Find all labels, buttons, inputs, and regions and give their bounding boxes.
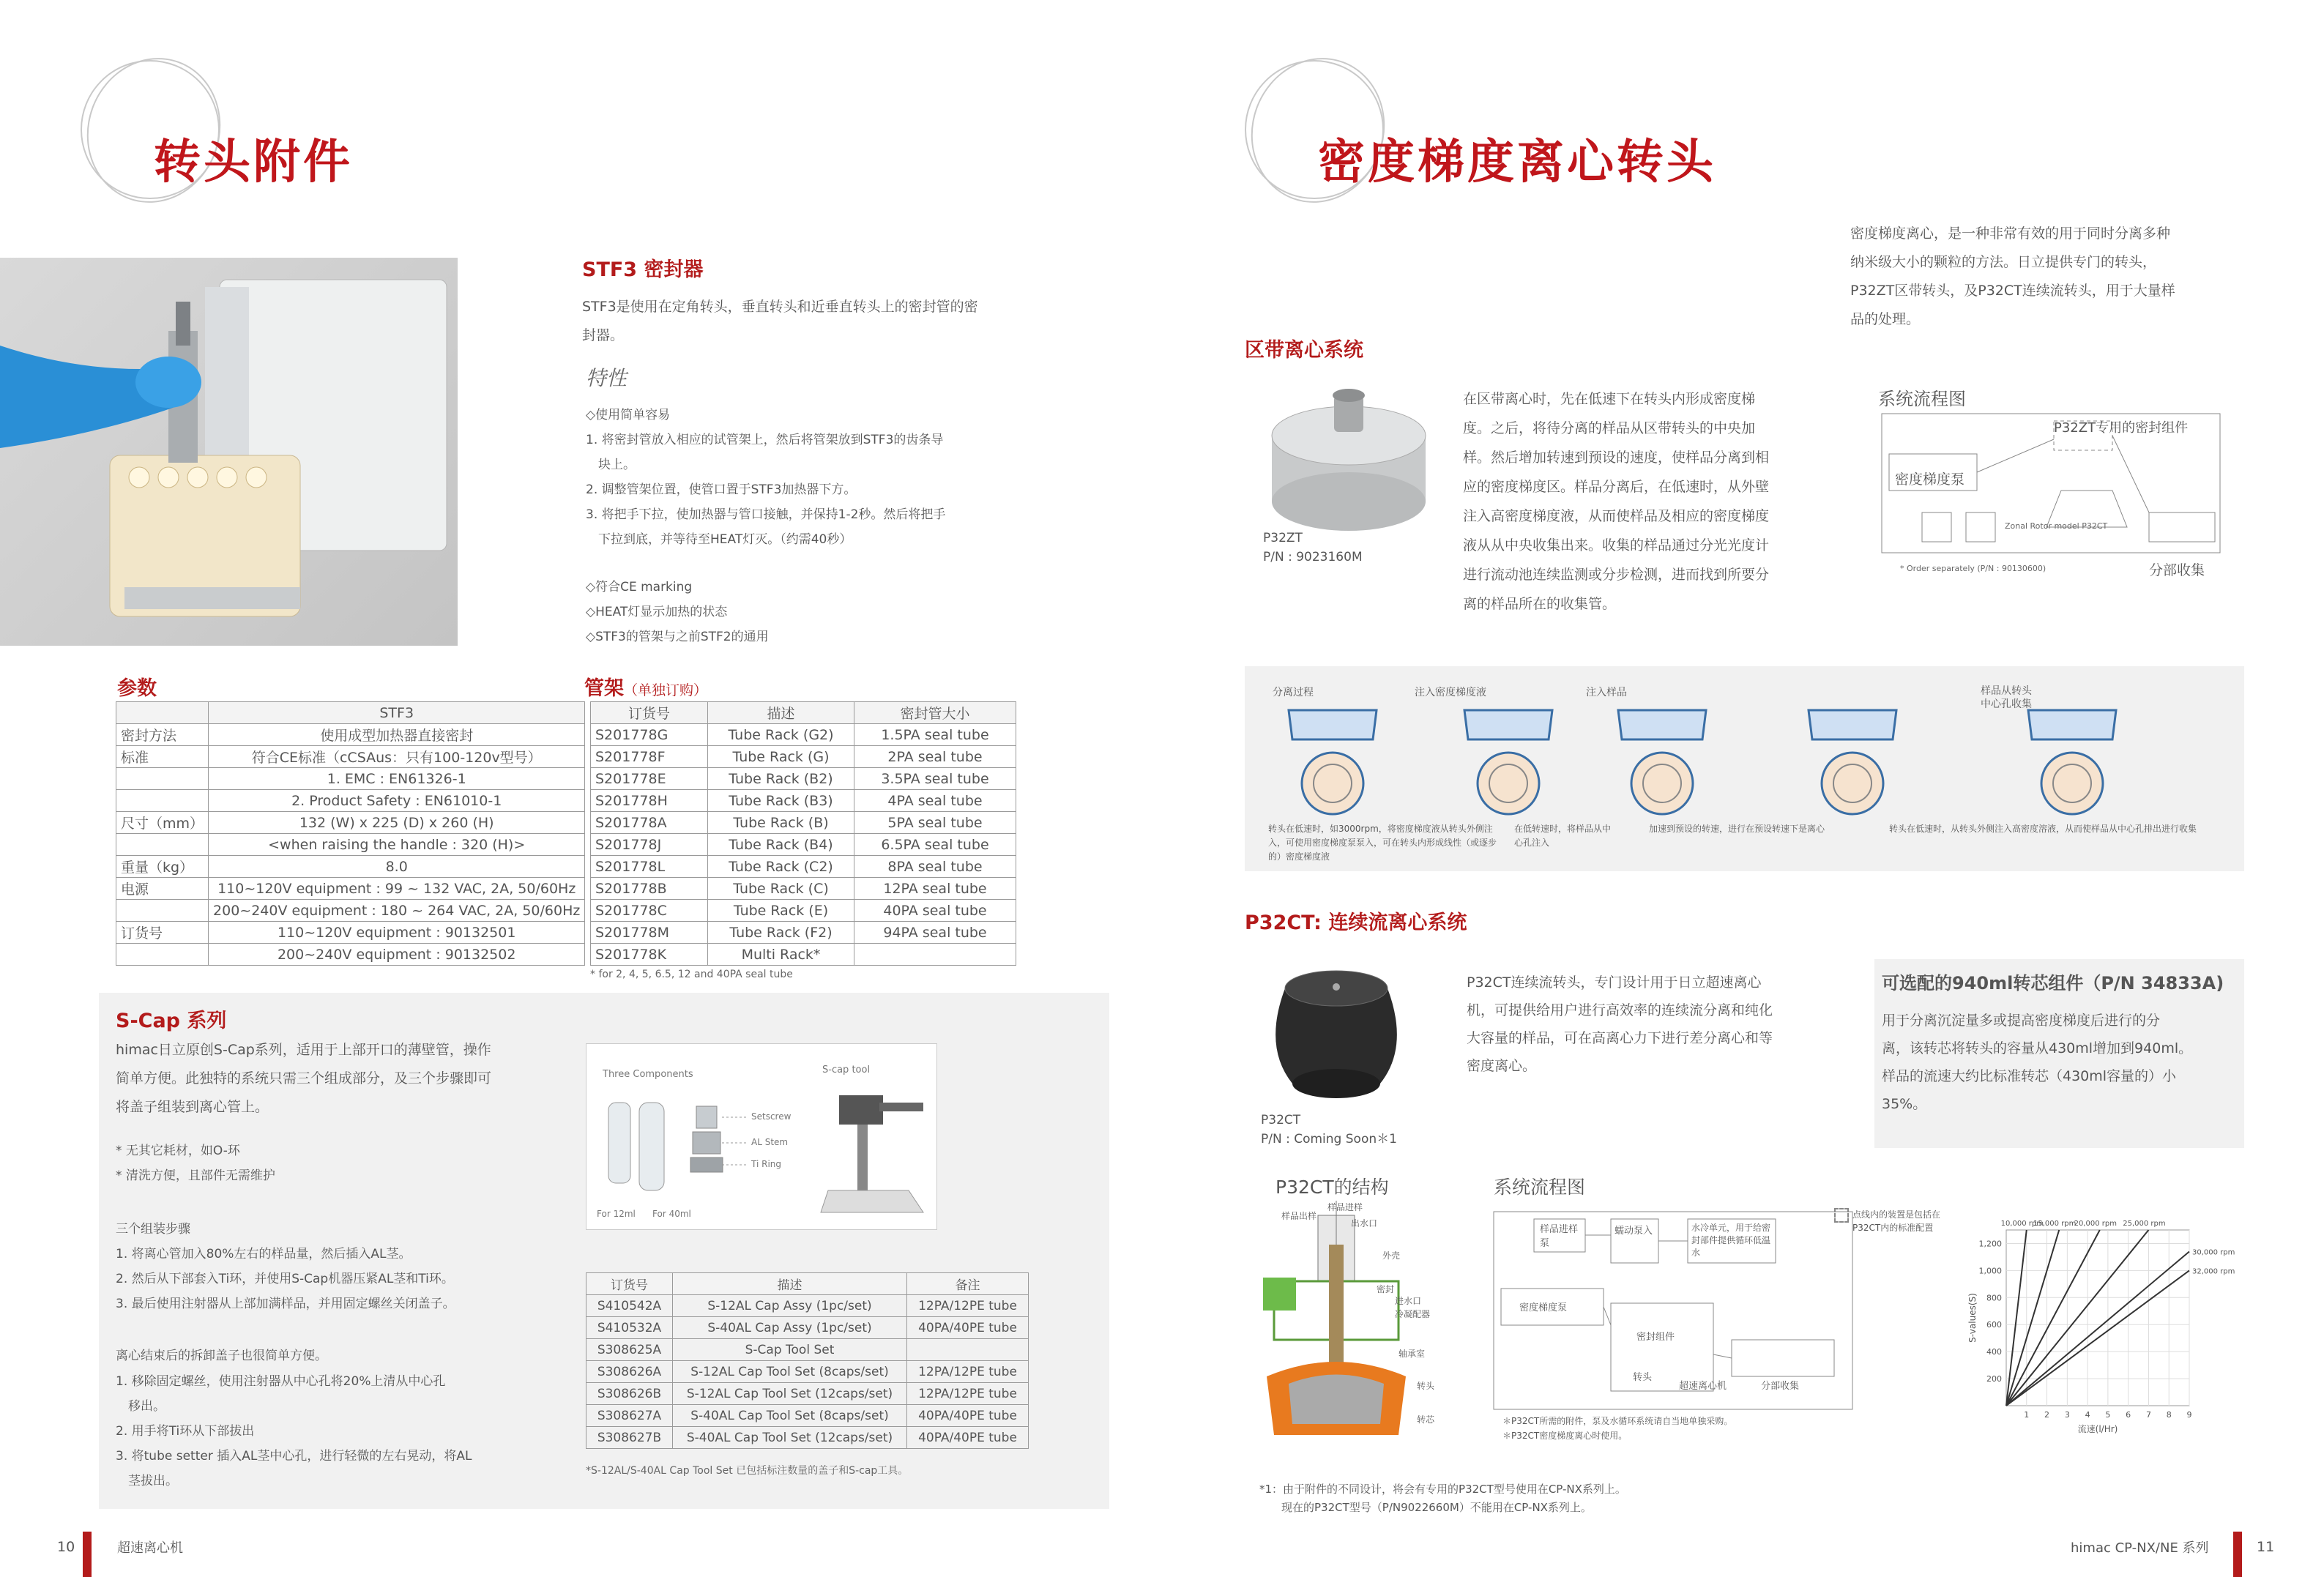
table-cell: Multi Rack* <box>708 944 854 966</box>
text-line: P32ZT区带转头，及P32CT连续流转头，用于大量样 <box>1850 283 2175 299</box>
table-cell: 40PA/40PE tube <box>907 1405 1029 1427</box>
flow-label: 样品进样泵 <box>1540 1224 1579 1249</box>
table-row <box>116 878 585 900</box>
scap-figure <box>586 1043 937 1230</box>
x-tick-label: 3 <box>2064 1410 2070 1420</box>
text-line: 纳米级大小的颗粒的方法。日立提供专门的转头， <box>1850 254 2157 270</box>
text-line: 将盖子组装到离心管上。 <box>116 1099 269 1115</box>
table-cell: S-40AL Cap Tool Set (8caps/set) <box>673 1405 907 1427</box>
rotor-top-icon <box>1478 753 1539 814</box>
table-row <box>591 834 1016 856</box>
table-cell: 符合CE标准（cCSAus：只有100-120v型号） <box>209 746 585 768</box>
text-line: 2. 调整管架位置，使管口置于STF3加热器下方。 <box>586 482 857 497</box>
series-line <box>2006 1230 2148 1406</box>
scap-remove <box>116 1369 472 1494</box>
rotor-side-icon <box>1464 710 1552 739</box>
text-line: 液从从中央收集出来。收集的样品通过分光光度计 <box>1463 537 1770 553</box>
p32ct-name: P32CT <box>1261 1113 1301 1127</box>
table-cell: Tube Rack (B3) <box>708 790 854 812</box>
table-row <box>586 1383 1029 1405</box>
table-cell: 40PA seal tube <box>854 900 1016 922</box>
text-line: 封器。 <box>582 327 625 343</box>
table-row <box>591 790 1016 812</box>
text-line: 进行流动池连续监测或分步检测，进而找到所要分 <box>1463 567 1770 583</box>
flow-label: 水冷单元，用于给密封部件提供循环低温水 <box>1691 1223 1771 1258</box>
rotor-top-icon <box>2041 753 2103 814</box>
text-line: * 无其它耗材，如O-环 <box>116 1144 240 1158</box>
table-cell: 电源 <box>116 878 209 900</box>
table-cell: S308626A <box>586 1361 673 1383</box>
table-row <box>591 878 1016 900</box>
right-intro <box>1850 220 2260 334</box>
text-line: 1. 将密封管放入相应的试管架上，然后将管架放到STF3的齿条导 <box>586 433 944 447</box>
p32ct-flow-heading: 系统流程图 <box>1494 1177 1586 1198</box>
racks-table <box>590 701 1016 966</box>
p32ct-footnote <box>1259 1480 1626 1517</box>
table-cell: 尺寸（mm） <box>116 812 209 834</box>
table-cell: 12PA seal tube <box>854 878 1016 900</box>
process-label: 注入密度梯度液 <box>1415 687 1486 698</box>
struct-label: 样品进样 <box>1327 1202 1363 1212</box>
zonal-text <box>1463 384 1844 619</box>
table-row <box>116 746 585 768</box>
fig-three-label: Three Components <box>603 1069 693 1080</box>
params-col: STF3 <box>209 702 585 724</box>
flow-label: 分部收集 <box>1761 1381 1800 1392</box>
table-cell: 8.0 <box>209 856 585 878</box>
p32zt-rotor-image <box>1261 381 1437 538</box>
scap-remove-heading: 离心结束后的拆卸盖子也很简单方便。 <box>116 1349 327 1363</box>
text-line: ◇符合CE marking <box>586 580 693 594</box>
racks-sub: （单独订购） <box>624 682 708 698</box>
series-line <box>2006 1230 2059 1406</box>
struct-heading: P32CT的结构 <box>1275 1177 1389 1198</box>
table-cell: 3.5PA seal tube <box>854 768 1016 790</box>
footnote-line: 现在的P32CT型号（P/N9022660M）不能用在CP-NX系列上。 <box>1259 1501 1592 1514</box>
plot-area <box>2006 1230 2189 1406</box>
text-line: 3. 最后使用注射器从上部加满样品，并用固定螺丝关闭盖子。 <box>116 1297 455 1311</box>
features-heading: 特性 <box>586 366 627 390</box>
rotor-side-icon <box>1289 710 1377 739</box>
s-value-chart <box>1962 1201 2241 1435</box>
x-tick-label: 7 <box>2145 1410 2151 1420</box>
racks-heading <box>584 672 707 701</box>
table-row <box>586 1427 1029 1449</box>
p32ct-rotor-image <box>1263 966 1409 1113</box>
table-cell: 40PA/40PE tube <box>907 1317 1029 1339</box>
p32ct-flow-labels <box>1490 1208 1856 1413</box>
struct-label: 外壳 <box>1382 1250 1401 1261</box>
table-cell: S308627A <box>586 1405 673 1427</box>
flow-legend-box <box>1834 1208 1849 1223</box>
table-cell: S201778B <box>591 878 708 900</box>
process-label: 样品从转头 中心孔收集 <box>1981 685 2032 710</box>
table-cell: Tube Rack (G2) <box>708 724 854 746</box>
y-tick-label: 800 <box>1986 1293 2002 1303</box>
text-line: 块上。 <box>586 458 636 472</box>
table-cell: 200~240V equipment : 180 ~ 264 VAC, 2A, 50/60Hz <box>209 900 585 922</box>
table-cell: 重量（kg） <box>116 856 209 878</box>
p32zt-name: P32ZT <box>1263 531 1303 545</box>
struct-label: 进水口 <box>1395 1296 1422 1306</box>
zonal-flow-fraction: 分部收集 <box>2149 562 2205 578</box>
racks-header: 描述 <box>708 702 854 724</box>
text-line: 密度离心。 <box>1467 1058 1537 1074</box>
params-col-empty <box>116 702 209 724</box>
text-line: 3. 将把手下拉，使加热器与管口接触，并保持1-2秒。然后将把手 <box>586 507 946 522</box>
table-cell: 6.5PA seal tube <box>854 834 1016 856</box>
scap-header: 描述 <box>673 1273 907 1295</box>
x-axis-label: 流速(l/Hr) <box>2077 1424 2118 1434</box>
footer-bar-left <box>83 1532 92 1577</box>
table-cell: 4PA seal tube <box>854 790 1016 812</box>
table-cell: 密封方法 <box>116 724 209 746</box>
table-row <box>116 812 585 834</box>
text-line: 1. 将离心管加入80%左右的样品量，然后插入AL茎。 <box>116 1247 411 1261</box>
zonal-flow-gradient: 密度梯度泵 <box>1895 471 1965 488</box>
p32ct-pn: P/N : Coming Soon＊1 <box>1261 1132 1397 1147</box>
table-cell: S410532A <box>586 1317 673 1339</box>
flow-legend: 点线内的装置是包括在P32CT内的标准配置 <box>1852 1209 1941 1233</box>
table-row <box>586 1405 1029 1427</box>
struct-label: 转头 <box>1417 1381 1435 1391</box>
table-cell: S-40AL Cap Assy (1pc/set) <box>673 1317 907 1339</box>
racks-header: 订货号 <box>591 702 708 724</box>
text-line: STF3是使用在定角转头，垂直转头和近垂直转头上的密封管的密 <box>582 299 978 315</box>
table-row <box>116 856 585 878</box>
zonal-flow-rotor: Zonal Rotor model P32CT <box>2005 521 2108 531</box>
table-cell: 2. Product Safety : EN61010-1 <box>209 790 585 812</box>
table-cell <box>116 768 209 790</box>
table-cell: S201778E <box>591 768 708 790</box>
table-cell: S201778L <box>591 856 708 878</box>
rotor-top-icon <box>1302 753 1363 814</box>
table-cell: 1.5PA seal tube <box>854 724 1016 746</box>
fig-tool-label: S-cap tool <box>822 1065 871 1075</box>
table-cell <box>116 790 209 812</box>
table-cell: S308627B <box>586 1427 673 1449</box>
scap-header: 订货号 <box>586 1273 673 1295</box>
y-tick-label: 200 <box>1986 1374 2002 1384</box>
optional-rotor-text <box>1882 1007 2241 1118</box>
table-row <box>591 944 1016 966</box>
p32ct-heading: P32CT: 连续流离心系统 <box>1245 911 1467 934</box>
table-row <box>116 922 585 944</box>
struct-labels <box>1278 1201 1446 1450</box>
table-cell: S201778F <box>591 746 708 768</box>
table-row <box>116 790 585 812</box>
x-tick-label: 5 <box>2105 1410 2111 1420</box>
text-line: ◇STF3的管架与之前STF2的通用 <box>586 630 769 644</box>
scap-header: 备注 <box>907 1273 1029 1295</box>
process-label: 分离过程 <box>1273 687 1314 698</box>
table-cell: Tube Rack (G) <box>708 746 854 768</box>
scap-steps-heading: 三个组装步骤 <box>116 1222 190 1237</box>
text-line: 茎拔出。 <box>116 1474 178 1488</box>
y-tick-label: 1,000 <box>1978 1266 2002 1276</box>
series-label: 30,000 rpm <box>2192 1248 2235 1257</box>
p32ct-text <box>1467 969 1847 1080</box>
table-cell: S201778H <box>591 790 708 812</box>
zonal-heading: 区带离心系统 <box>1245 339 1363 362</box>
table-row <box>586 1317 1029 1339</box>
text-line: 用于分离沉淀量多或提高密度梯度后进行的分 <box>1882 1013 2161 1029</box>
table-row <box>116 900 585 922</box>
table-cell: 8PA seal tube <box>854 856 1016 878</box>
table-row <box>116 768 585 790</box>
table-cell <box>854 944 1016 966</box>
text-line: 在区带离心时，先在低速下在转头内形成密度梯 <box>1463 391 1756 407</box>
scap-heading: S-Cap 系列 <box>116 1010 227 1032</box>
scap-table-note: *S-12AL/S-40AL Cap Tool Set 已包括标注数量的盖子和S-cap工具。 <box>586 1465 909 1477</box>
racks-title: 管架 <box>584 677 624 700</box>
text-line: 离，该转芯将转头的容量从430ml增加到940ml。 <box>1882 1040 2193 1056</box>
struct-label: 密封 <box>1377 1284 1395 1294</box>
footer-text-right: himac CP-NX/NE 系列 <box>2071 1540 2209 1556</box>
table-cell: 2PA seal tube <box>854 746 1016 768</box>
scap-steps <box>116 1242 455 1316</box>
y-tick-label: 400 <box>1986 1347 2002 1357</box>
flow-label: 密封组件 <box>1636 1332 1675 1343</box>
table-cell: S201778C <box>591 900 708 922</box>
text-line: 应的密度梯度区。样品分离后，在低速时，从外壁 <box>1463 479 1770 495</box>
x-tick-label: 4 <box>2085 1410 2090 1420</box>
table-cell: 使用成型加热器直接密封 <box>209 724 585 746</box>
table-cell: 110~120V equipment : 90132501 <box>209 922 585 944</box>
y-tick-label: 600 <box>1986 1320 2002 1330</box>
process-caption: 在低转速时，将样品从中心孔注入 <box>1514 824 1612 848</box>
page-title-right: 密度梯度离心转头 <box>1318 135 1716 190</box>
zonal-flow-order: * Order separately (P/N : 90130600) <box>1900 564 2046 573</box>
text-line: 样品的流速大约比标准转芯（430ml容量的）小 <box>1882 1068 2177 1084</box>
table-cell: S-12AL Cap Assy (1pc/set) <box>673 1295 907 1317</box>
page-number-right: 11 <box>2257 1539 2275 1555</box>
text-line: 35%。 <box>1882 1096 1927 1112</box>
table-row <box>116 724 585 746</box>
text-line: 机，可提供给用户进行高效率的连续流分离和纯化 <box>1467 1002 1773 1018</box>
table-cell: 5PA seal tube <box>854 812 1016 834</box>
flow-note: ＊P32CT密度梯度离心时使用。 <box>1502 1431 1628 1441</box>
table-row <box>591 900 1016 922</box>
scap-bullets <box>116 1138 275 1188</box>
series-line <box>2006 1230 2100 1406</box>
y-tick-label: 1,200 <box>1978 1239 2002 1249</box>
text-line: * 清洗方便，且部件无需维护 <box>116 1168 275 1183</box>
text-line: 简单方便。此独特的系统只需三个组成部分，及三个步骤即可 <box>116 1070 492 1086</box>
table-cell <box>116 900 209 922</box>
zonal-flow-heading: 系统流程图 <box>1878 389 1966 409</box>
params-table <box>116 701 585 966</box>
fig-alstem: AL Stem <box>751 1137 789 1147</box>
table-cell: <when raising the handle : 320 (H)> <box>209 834 585 856</box>
table-row <box>586 1295 1029 1317</box>
table-cell: Tube Rack (C) <box>708 878 854 900</box>
params-heading: 参数 <box>117 677 157 700</box>
table-row <box>591 812 1016 834</box>
features-list <box>586 403 1069 552</box>
table-row <box>586 1339 1029 1361</box>
table-cell: 132 (W) x 225 (D) x 260 (H) <box>209 812 585 834</box>
footnote-line: *1：由于附件的不同设计，将会有专用的P32CT型号使用在CP-NX系列上。 <box>1259 1483 1626 1496</box>
flow-label: 转头 <box>1633 1372 1653 1383</box>
features-list-2 <box>586 575 1069 649</box>
scap-table <box>586 1272 1029 1449</box>
table-cell <box>116 834 209 856</box>
table-cell: S-12AL Cap Tool Set (8caps/set) <box>673 1361 907 1383</box>
table-cell: 12PA/12PE tube <box>907 1295 1029 1317</box>
table-cell: 40PA/40PE tube <box>907 1427 1029 1449</box>
table-cell: 110~120V equipment : 99 ~ 132 VAC, 2A, 50/60Hz <box>209 878 585 900</box>
flow-label: 超速离心机 <box>1679 1381 1727 1392</box>
text-line: himac日立原创S-Cap系列，适用于上部开口的薄壁管，操作 <box>116 1042 491 1058</box>
struct-label: 冷凝配器 <box>1395 1309 1431 1319</box>
table-cell: Tube Rack (C2) <box>708 856 854 878</box>
fig-tiring: Ti Ring <box>751 1159 782 1169</box>
table-cell: S308626B <box>586 1383 673 1405</box>
rotor-side-icon <box>1809 710 1896 739</box>
series-label: 20,000 rpm <box>2074 1220 2117 1228</box>
process-caption: 转头在低速时，如3000rpm，将密度梯度液从转头外侧注入，可使用密度梯度泵泵入，可在转头内形成线性（或逐步的）密度梯度液 <box>1268 824 1497 862</box>
fig-for40: For 40ml <box>652 1209 691 1219</box>
text-line: 1. 移除固定螺丝，使用注射器从中心孔将20%上清从中心孔 <box>116 1374 446 1389</box>
text-line: ◇使用简单容易 <box>586 408 671 422</box>
table-row <box>591 922 1016 944</box>
table-row <box>586 1361 1029 1383</box>
flow-label: 密度梯度泵 <box>1519 1302 1568 1313</box>
table-cell: S201778M <box>591 922 708 944</box>
process-caption: 加速到预设的转速，进行在预设转速下是离心 <box>1649 824 1825 834</box>
text-line: 2. 然后从下部套入Ti环，并使用S-Cap机器压紧AL茎和Ti环。 <box>116 1272 454 1286</box>
struct-label: 转芯 <box>1417 1414 1435 1425</box>
series-label: 10,000 rpm <box>2000 1220 2044 1228</box>
text-line: 密度梯度离心，是一种非常有效的用于同时分离多种 <box>1850 225 2171 242</box>
table-cell: Tube Rack (B2) <box>708 768 854 790</box>
table-cell: S201778G <box>591 724 708 746</box>
table-row <box>116 944 585 966</box>
table-cell: 12PA/12PE tube <box>907 1361 1029 1383</box>
process-caption: 转头在低速时，从转头外侧注入高密度溶液，从而使样品从中心孔排出进行收集 <box>1889 824 2197 834</box>
stf3-heading: STF3 密封器 <box>582 258 704 281</box>
struct-label: 轴承室 <box>1399 1349 1426 1359</box>
struct-label: 出水口 <box>1351 1218 1378 1229</box>
flow-label: 蠕动泵入 <box>1614 1226 1653 1237</box>
series-label: 25,000 rpm <box>2123 1220 2166 1228</box>
table-cell: 200~240V equipment : 90132502 <box>209 944 585 966</box>
x-tick-label: 2 <box>2044 1410 2050 1420</box>
zonal-flow-seal: P32ZT专用的密封组件 <box>2054 420 2189 436</box>
table-cell: 94PA seal tube <box>854 922 1016 944</box>
text-line: 注入高密度梯度液，从而使样品及相应的密度梯度 <box>1463 508 1770 524</box>
table-cell: Tube Rack (F2) <box>708 922 854 944</box>
table-cell: 12PA/12PE tube <box>907 1383 1029 1405</box>
x-tick-label: 9 <box>2186 1410 2192 1420</box>
series-line <box>2006 1270 2189 1406</box>
series-line <box>2006 1230 2027 1406</box>
table-cell: S410542A <box>586 1295 673 1317</box>
table-cell <box>116 944 209 966</box>
table-row <box>591 856 1016 878</box>
text-line: 度。之后，将待分离的样品从区带转头的中央加 <box>1463 420 1756 436</box>
racks-header: 密封管大小 <box>854 702 1016 724</box>
table-cell <box>907 1339 1029 1361</box>
table-cell: Tube Rack (B) <box>708 812 854 834</box>
footer-bar-right <box>2233 1532 2242 1577</box>
table-row <box>116 834 585 856</box>
text-line: 品的处理。 <box>1850 311 1921 327</box>
rotor-side-icon <box>2028 710 2116 739</box>
text-line: 2. 用手将Ti环从下部拔出 <box>116 1424 255 1439</box>
table-row <box>591 746 1016 768</box>
table-cell: S201778J <box>591 834 708 856</box>
scap-intro <box>116 1036 584 1122</box>
flow-note: ＊P32CT所需的附件，泵及水循环系统请自当地单独采购。 <box>1502 1416 1733 1426</box>
racks-note: * for 2, 4, 5, 6.5, 12 and 40PA seal tube <box>590 969 793 980</box>
table-cell: S201778K <box>591 944 708 966</box>
process-label: 注入样品 <box>1586 687 1627 698</box>
text-line: 移出。 <box>116 1399 165 1414</box>
text-line: 样。然后增加转速到预设的速度，使样品分离到相 <box>1463 450 1770 466</box>
text-line: 3. 将tube setter 插入AL茎中心孔，进行轻微的左右晃动，将AL <box>116 1449 472 1464</box>
table-cell: 1. EMC : EN61326-1 <box>209 768 585 790</box>
stf3-photo <box>0 258 458 646</box>
page-number-left: 10 <box>57 1539 75 1555</box>
series-label: 15,000 rpm <box>2033 1220 2077 1228</box>
table-cell: S-40AL Cap Tool Set (12caps/set) <box>673 1427 907 1449</box>
text-line: P32CT连续流转头，专门设计用于日立超速离心 <box>1467 974 1762 991</box>
p32zt-pn: P/N : 9023160M <box>1263 550 1363 564</box>
table-cell: S201778A <box>591 812 708 834</box>
stf3-intro <box>582 293 1065 350</box>
optional-rotor-heading: 可选配的940ml转芯组件（P/N 34833A) <box>1882 973 2224 993</box>
fig-setscrew: Setscrew <box>751 1111 792 1122</box>
series-label: 32,000 rpm <box>2192 1267 2235 1276</box>
fig-for12: For 12ml <box>597 1209 636 1219</box>
struct-label: 样品出样 <box>1281 1211 1317 1221</box>
text-line: 离的样品所在的收集管。 <box>1463 596 1617 612</box>
table-row <box>591 724 1016 746</box>
text-line: ◇HEAT灯显示加热的状态 <box>586 605 728 619</box>
table-row <box>591 768 1016 790</box>
y-axis-label: S-values(S) <box>1967 1293 1978 1343</box>
rotor-top-icon <box>1822 753 1883 814</box>
series-line <box>2006 1252 2189 1406</box>
text-line: 下拉到底，并等待至HEAT灯灭。（约需40秒） <box>586 532 852 547</box>
rotor-top-icon <box>1631 753 1693 814</box>
table-cell: S308625A <box>586 1339 673 1361</box>
table-cell: Tube Rack (B4) <box>708 834 854 856</box>
rotor-side-icon <box>1618 710 1706 739</box>
table-cell: Tube Rack (E) <box>708 900 854 922</box>
x-tick-label: 1 <box>2024 1410 2030 1420</box>
x-tick-label: 8 <box>2166 1410 2172 1420</box>
page-title-left: 转头附件 <box>154 135 353 190</box>
text-line: 大容量的样品，可在高离心力下进行差分离心和等 <box>1467 1030 1773 1046</box>
table-cell: S-12AL Cap Tool Set (12caps/set) <box>673 1383 907 1405</box>
table-cell: 订货号 <box>116 922 209 944</box>
table-cell: 标准 <box>116 746 209 768</box>
table-cell: S-Cap Tool Set <box>673 1339 907 1361</box>
footer-text-left: 超速离心机 <box>117 1540 183 1556</box>
x-tick-label: 6 <box>2126 1410 2131 1420</box>
